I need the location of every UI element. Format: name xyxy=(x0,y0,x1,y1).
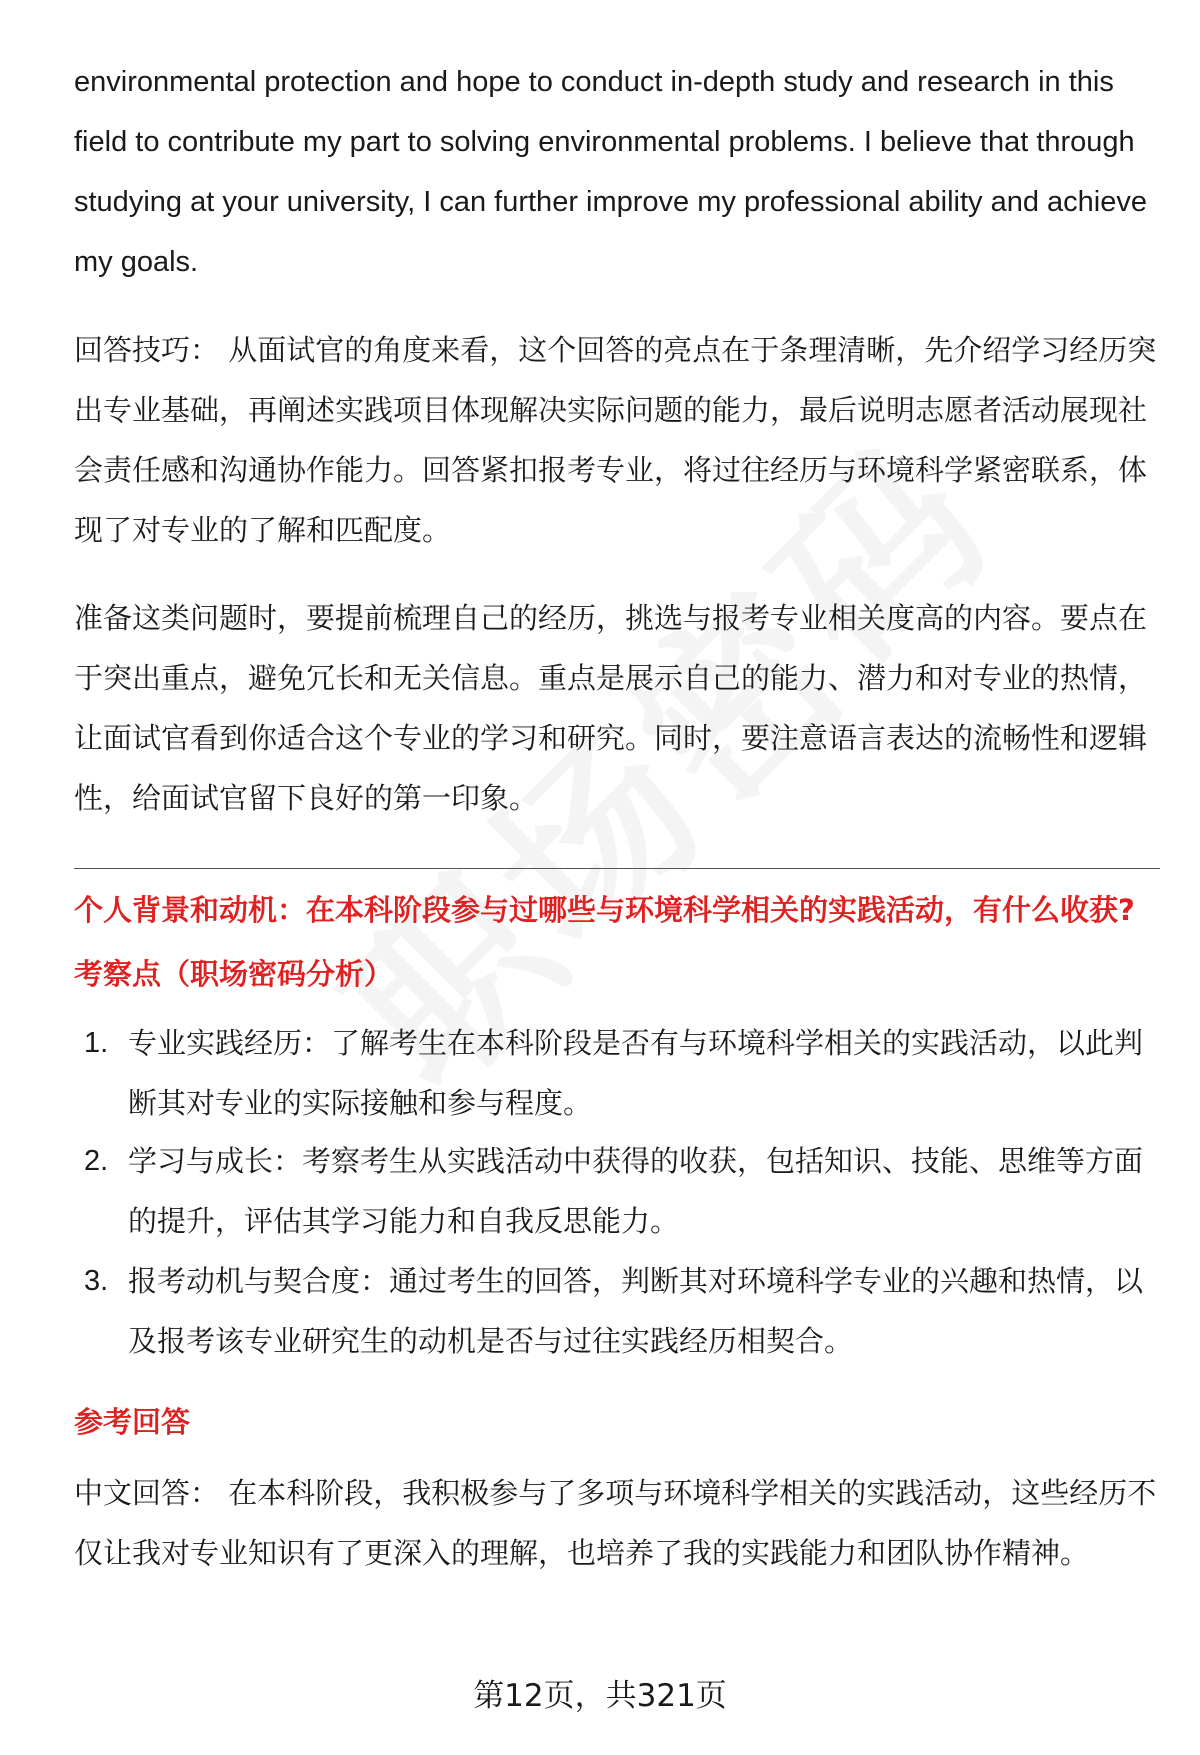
list-item-number: 1. xyxy=(84,1027,109,1059)
section-divider xyxy=(74,868,1160,869)
document-body xyxy=(74,52,1160,1583)
tips-text: 从面试官的角度来看，这个回答的亮点在于条理清晰，先介绍学习经历突出专业基础，再阐述实践项目体现解决实际问题的能力，最后说明志愿者活动展现社会责任感和沟通协作能力。回答紧扣报考专业，将过往经历与环境科学紧密联系，体现了对专业的了解和匹配度。 xyxy=(74,333,1157,547)
list-item xyxy=(74,1251,1160,1371)
analysis-points-list xyxy=(74,1013,1160,1371)
list-item-text: 学习与成长：考察考生从实践活动中获得的收获，包括知识、技能、思维等方面的提升，评估其学习能力和自我反思能力。 xyxy=(128,1144,1144,1238)
answer-label: 中文回答： xyxy=(74,1476,220,1510)
page-number-footer: 第12页，共321页 xyxy=(473,1678,727,1714)
tips-paragraph xyxy=(74,320,1160,560)
analysis-heading: 考察点（职场密码分析） xyxy=(74,957,394,991)
reference-heading: 参考回答 xyxy=(74,1405,191,1439)
question-heading: 个人背景和动机：在本科阶段参与过哪些与环境科学相关的实践活动，有什么收获? xyxy=(74,893,1135,927)
prep-paragraph: 准备这类问题时，要提前梳理自己的经历，挑选与报考专业相关度高的内容。要点在于突出重点，避免冗长和无关信息。重点是展示自己的能力、潜力和对专业的热情，让面试官看到你适合这个专业的学习和研究。同时，要注意语言表达的流畅性和逻辑性，给面试官留下良好的第一印象。 xyxy=(74,601,1148,815)
list-item-number: 3. xyxy=(84,1265,109,1297)
list-item xyxy=(74,1131,1160,1251)
tips-label: 回答技巧： xyxy=(74,333,220,367)
intro-english-paragraph: environmental protection and hope to conduct in-depth study and research in this field to contribute my part to solving environmental problems. I believe that through studying at your university, I can further improve my professional ability and achieve my goals. xyxy=(74,66,1147,278)
list-item-number: 2. xyxy=(84,1145,109,1177)
list-item-text: 专业实践经历：了解考生在本科阶段是否有与环境科学相关的实践活动，以此判断其对专业的实际接触和参与程度。 xyxy=(128,1026,1144,1120)
answer-paragraph xyxy=(74,1463,1160,1583)
list-item xyxy=(74,1013,1160,1133)
answer-text: 在本科阶段，我积极参与了多项与环境科学相关的实践活动，这些经历不仅让我对专业知识有了更深入的理解，也培养了我的实践能力和团队协作精神。 xyxy=(74,1476,1157,1570)
list-item-text: 报考动机与契合度：通过考生的回答，判断其对环境科学专业的兴趣和热情，以及报考该专业研究生的动机是否与过往实践经历相契合。 xyxy=(128,1264,1144,1358)
